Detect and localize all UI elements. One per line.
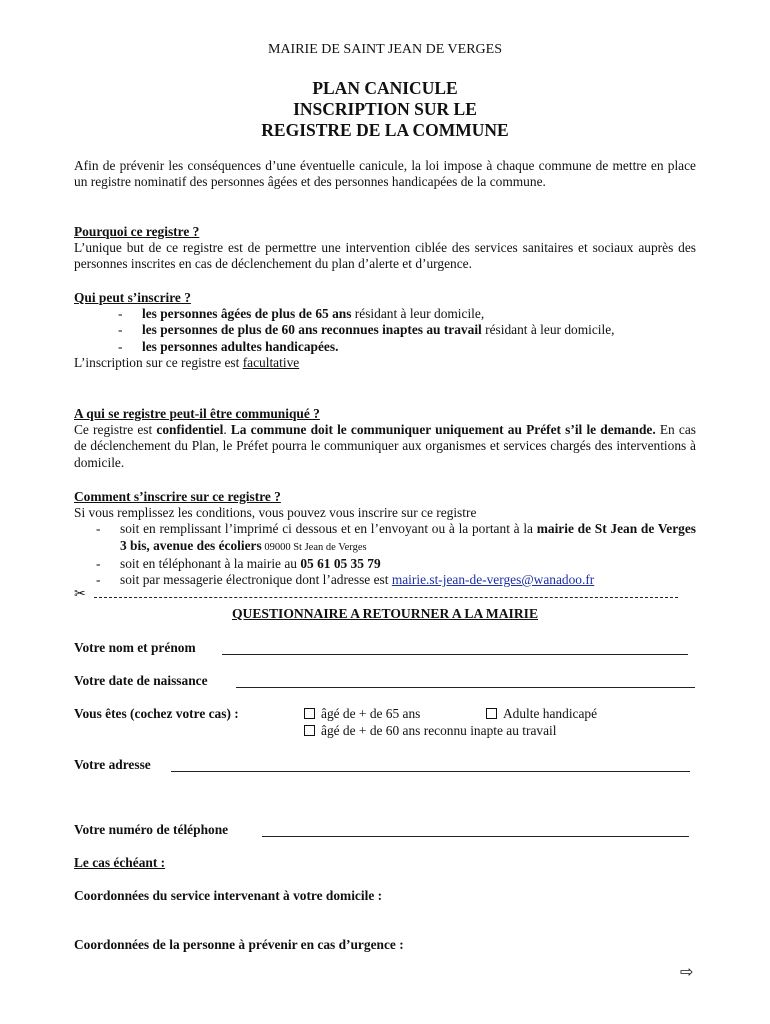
section-comment (74, 489, 696, 588)
aqui-text-3: . (223, 422, 231, 438)
field-service-label: Coordonnées du service intervenant à votre domicile : (74, 888, 383, 903)
option-handicape[interactable] (486, 706, 597, 722)
comment-heading: Comment s’inscrire sur ce registre ? (74, 489, 281, 504)
option-65-ans[interactable] (304, 706, 420, 722)
qui-footer-text: L’inscription sur ce registre est (74, 354, 243, 370)
field-naissance-label: Votre date de naissance (74, 673, 208, 688)
questionnaire-title (0, 606, 770, 622)
option-65-ans-label: âgé de + de 65 ans (321, 706, 421, 721)
title-line-2: INSCRIPTION SUR LE (293, 99, 477, 119)
qui-item-3: - les personnes adultes handicapées. (118, 338, 339, 354)
field-nom-label: Votre nom et prénom (74, 640, 196, 655)
aqui-confidentiel: confidentiel (156, 422, 224, 438)
qui-footer (74, 355, 696, 371)
pourquoi-heading: Pourquoi ce registre ? (74, 224, 200, 239)
mairie-header: MAIRIE DE SAINT JEAN DE VERGES (268, 42, 502, 57)
qui-item-2-rest: résidant à leur domicile, (481, 322, 615, 338)
qui-heading: Qui peut s’inscrire ? (74, 290, 191, 305)
comment-item-2: - soit en téléphonant à la mairie au 05 61 05 35 79 (96, 555, 381, 571)
naissance-input-line[interactable] (236, 687, 695, 688)
qui-footer-facultative: facultative (242, 354, 300, 370)
title-line-3: REGISTRE DE LA COMMUNE (261, 120, 509, 140)
intro-paragraph: Afin de prévenir les conséquences d’une éventuelle canicule, la loi impose à chaque commune de mettre en place un registre nominatif des personnes âgées et des personnes handicapées de la commune. (74, 158, 696, 190)
checkbox-65-ans[interactable] (304, 708, 315, 719)
next-page-arrow-icon: ⇨ (680, 962, 694, 981)
comment-item-3: - soit par messagerie électronique dont l’adresse est mairie.st-jean-de-verges@wanadoo.fr (96, 572, 595, 588)
aqui-text-5: En cas de déclenchement du Plan, le Préfet pourra le communiquer aux organismes et services chargés des interventions à domicile. (74, 422, 696, 470)
aqui-heading: A qui se registre peut-il être communiqué ? (74, 406, 320, 421)
aqui-text-1: Ce registre est (74, 422, 157, 438)
comment-item-3-text: soit par messagerie électronique dont l’adresse est (120, 572, 392, 588)
comment-item-1: - soit en remplissant l’imprimé ci dessous et en l’envoyant ou à la portant à la mairie de St Jean de Verges 3 bis, avenue des écoliers 09000 St Jean de Verges (96, 521, 696, 553)
questionnaire-title-text: QUESTIONNAIRE A RETOURNER A LA MAIRIE (231, 606, 539, 621)
pourquoi-text: L’unique but de ce registre est de permettre une intervention ciblée des services sanitaires et sociaux auprès des personnes inscrites en cas de déclenchement du plan d’alerte et d’urgence. (74, 240, 696, 272)
cas-echeant-heading (74, 855, 165, 871)
section-qui (74, 290, 696, 371)
title-line-1: PLAN CANICULE (312, 78, 458, 98)
aqui-prefet-bold: La commune doit le communiquer uniquement au Préfet s’il le demande. (230, 422, 656, 438)
cas-echeant-text: Le cas échéant : (74, 855, 166, 870)
field-telephone-label: Votre numéro de téléphone (74, 822, 229, 837)
comment-intro: Si vous remplissez les conditions, vous pouvez vous inscrire sur ce registre (74, 505, 477, 521)
comment-item-1-text: soit en remplissant l’imprimé ci dessous et en l’envoyant ou à la portant à la (120, 521, 537, 537)
option-60-ans[interactable] (304, 723, 556, 739)
comment-item-2-text: soit en téléphonant à la mairie au (120, 555, 301, 571)
qui-item-2-bold: les personnes de plus de 60 ans reconnues inaptes au travail (142, 322, 482, 338)
section-aqui (74, 406, 696, 471)
field-adresse-label: Votre adresse (74, 757, 151, 772)
cut-line (74, 586, 678, 604)
qui-item-1: - les personnes âgées de plus de 65 ans résidant à leur domicile, (118, 306, 485, 322)
checkbox-60-ans[interactable] (304, 725, 315, 736)
qui-item-3-bold: les personnes adultes handicapées. (142, 338, 339, 354)
aqui-text (74, 422, 696, 471)
section-pourquoi (74, 224, 696, 273)
adresse-input-line[interactable] (171, 771, 690, 772)
qui-item-1-rest: résidant à leur domicile, (351, 306, 485, 322)
nom-input-line[interactable] (222, 654, 688, 655)
field-vous-etes-label: Vous êtes (cochez votre cas) : (74, 706, 239, 721)
option-60-ans-label: âgé de + de 60 ans reconnu inapte au travail (321, 723, 557, 738)
qui-item-2: - les personnes de plus de 60 ans reconnues inaptes au travail résidant à leur domicile, (118, 322, 615, 338)
comment-item-1-address: mairie de St Jean de Verges 3 bis, avenue des écoliers (120, 521, 696, 553)
comment-item-1-postal: 09000 St Jean de Verges (261, 541, 367, 553)
telephone-input-line[interactable] (262, 836, 689, 837)
option-handicape-label: Adulte handicapé (503, 706, 598, 721)
document-title (0, 78, 770, 141)
comment-item-2-phone: 05 61 05 35 79 (300, 555, 381, 571)
checkbox-handicape[interactable] (486, 708, 497, 719)
cut-dashes (94, 597, 678, 598)
scissors-icon: ✂ (74, 586, 86, 602)
field-urgence-label: Coordonnées de la personne à prévenir en cas d’urgence : (74, 937, 404, 952)
qui-item-1-bold: les personnes âgées de plus de 65 ans (142, 306, 352, 322)
email-link[interactable]: mairie.st-jean-de-verges@wanadoo.fr (391, 572, 595, 588)
